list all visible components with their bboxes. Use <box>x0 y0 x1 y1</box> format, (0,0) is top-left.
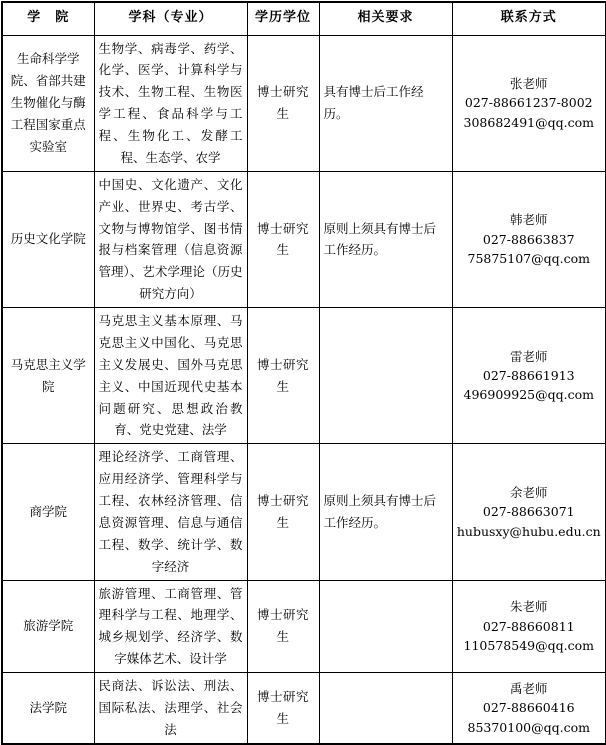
degree-cell: 博士研究生 <box>247 35 319 171</box>
college-cell: 旅游学院 <box>2 580 94 673</box>
header-requirements: 相关要求 <box>319 2 452 35</box>
contact-phone: 027-88660811 <box>482 618 575 634</box>
contact-email: 85370100@qq.com <box>467 719 590 735</box>
contact-phone: 027-88660416 <box>482 700 575 716</box>
majors-cell: 马克思主义基本原理、马克思主义中国化、马克思主义发展史、国外马克思主义、中国近现代史基本问题研究、思想政治教育、党史党建、法学 <box>94 308 247 444</box>
majors-cell: 中国史、文化遗产、文化产业、世界史、考古学、文物与博物馆学、图书情报与档案管理（信息资源管理）、艺术学理论（历史研究方向） <box>94 171 247 307</box>
header-contact: 联系方式 <box>452 2 606 35</box>
contact-email: 496909925@qq.com <box>463 387 594 403</box>
contact-name: 禹老师 <box>509 680 548 696</box>
contact-cell <box>452 673 606 744</box>
majors-cell: 旅游管理、工商管理、管理科学与工程、地理学、城乡规划学、经济学、数字媒体艺术、设计学 <box>94 580 247 673</box>
table-row <box>2 308 606 444</box>
requirements-cell <box>319 673 452 744</box>
contact-email: hubusxy@hubu.edu.cn <box>456 523 601 539</box>
recruitment-table <box>1 1 606 745</box>
contact-name: 韩老师 <box>509 212 548 228</box>
degree-cell: 博士研究生 <box>247 580 319 673</box>
table-row <box>2 580 606 673</box>
table-row <box>2 35 606 171</box>
contact-cell <box>452 35 606 171</box>
college-cell: 生命科学学院、省部共建生物催化与酶工程国家重点实验室 <box>2 35 94 171</box>
contact-phone: 027-88661237-8002 <box>464 95 593 111</box>
contact-email: 308682491@qq.com <box>463 114 594 130</box>
header-degree: 学历学位 <box>247 2 319 35</box>
header-row <box>2 2 606 35</box>
requirements-cell <box>319 308 452 444</box>
header-college: 学 院 <box>2 2 94 35</box>
requirements-cell: 具有博士后工作经历。 <box>319 35 452 171</box>
contact-name: 张老师 <box>509 76 548 92</box>
contact-email: 110578549@qq.com <box>463 637 594 653</box>
requirements-cell: 原则上须具有博士后工作经历。 <box>319 171 452 307</box>
degree-cell: 博士研究生 <box>247 444 319 580</box>
requirements-cell <box>319 580 452 673</box>
contact-cell <box>452 580 606 673</box>
college-cell: 法学院 <box>2 673 94 744</box>
degree-cell: 博士研究生 <box>247 673 319 744</box>
college-cell: 商学院 <box>2 444 94 580</box>
table-row <box>2 444 606 580</box>
contact-email: 75875107@qq.com <box>467 251 590 267</box>
contact-name: 朱老师 <box>509 599 548 615</box>
majors-cell: 理论经济学、工商管理、应用经济学、管理科学与工程、农林经济管理、信息资源管理、信息与通信工程、数学、统计学、数字经济 <box>94 444 247 580</box>
degree-cell: 博士研究生 <box>247 171 319 307</box>
contact-name: 余老师 <box>509 484 548 500</box>
majors-cell: 民商法、诉讼法、刑法、国际私法、法理学、社会法 <box>94 673 247 744</box>
contact-cell <box>452 444 606 580</box>
degree-cell: 博士研究生 <box>247 308 319 444</box>
contact-cell <box>452 171 606 307</box>
table-row <box>2 171 606 307</box>
contact-phone: 027-88663071 <box>482 504 575 520</box>
header-majors: 学科（专业） <box>94 2 247 35</box>
college-cell: 历史文化学院 <box>2 171 94 307</box>
contact-phone: 027-88663837 <box>482 231 575 247</box>
table-row <box>2 673 606 744</box>
college-cell: 马克思主义学院 <box>2 308 94 444</box>
contact-phone: 027-88661913 <box>482 367 575 383</box>
requirements-cell: 原则上须具有博士后工作经历。 <box>319 444 452 580</box>
contact-name: 雷老师 <box>509 348 548 364</box>
contact-cell <box>452 308 606 444</box>
majors-cell: 生物学、病毒学、药学、化学、医学、计算科学与技术、生物工程、生物医学工程、食品科学与工程、生物化工、发酵工程、生态学、农学 <box>94 35 247 171</box>
